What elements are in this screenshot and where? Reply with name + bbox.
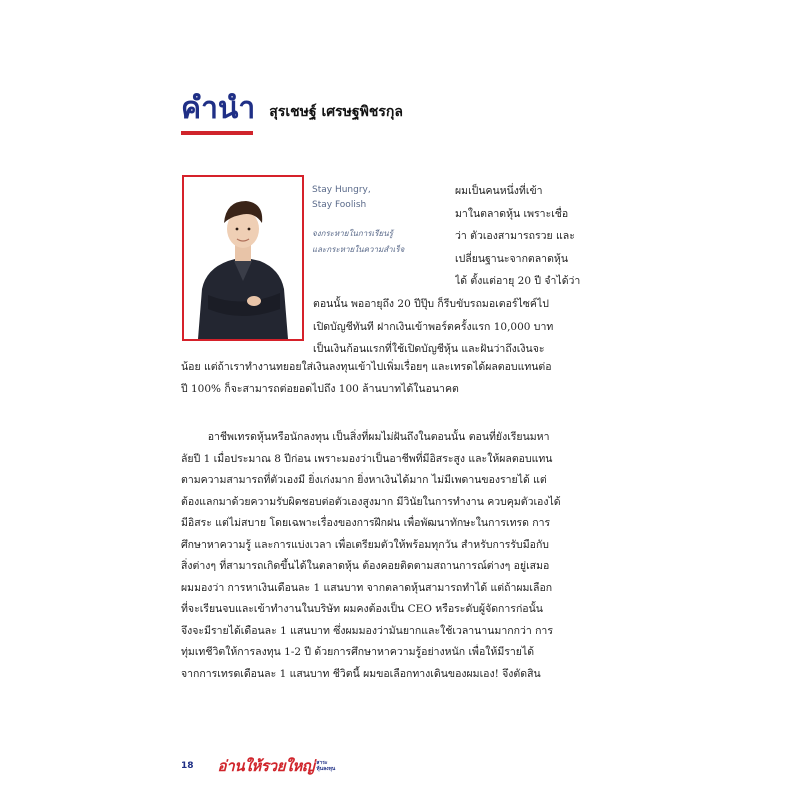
body-paragraph-2 — [181, 427, 591, 686]
text-line: น้อย แต่ถ้าเราทำงานทยอยใส่เงินลงทุนเข้าไปเพิ่มเรื่อยๆ และเทรดได้ผลตอบแทนต่อ — [181, 361, 552, 373]
text-line: สิ่งต่างๆ ที่สามารถเกิดขึ้นได้ในตลาดหุ้น ต้องคอยติดตามสถานการณ์ต่างๆ อยู่เสมอ — [181, 560, 550, 573]
person-portrait-icon — [184, 177, 302, 339]
text-line: มาในตลาดหุ้น เพราะเชื่อ — [455, 207, 569, 220]
intro-paragraph-wide-lines — [313, 293, 588, 361]
text-line: ผมมองว่า การหาเงินเดือนละ 1 แสนบาท จากตลาดหุ้นสามารถทำได้ แต่ถ้าผมเลือก — [181, 581, 553, 594]
text-line: อาชีพเทรดหุ้นหรือนักลงทุน เป็นสิ่งที่ผมไม่ฝันถึงในตอนนั้น ตอนที่ยังเรียนมหา — [181, 431, 550, 443]
text-line: ว่า ตัวเองสามารถรวย และ — [455, 230, 575, 243]
text-line: ตามความสามารถที่ตัวเองมี ยิ่งเก่งมาก ยิ่งหาเงินได้มาก ไม่มีเพดานของรายได้ แต่ — [181, 474, 547, 487]
text-line: จากการเทรดเดือนละ 1 แสนบาท ชีวิตนี้ ผมขอเลือกทางเดินของผมเอง! จึงตัดสิน — [181, 668, 541, 681]
intro-paragraph-full-lines — [181, 357, 591, 400]
author-name: สุรเชษฐ์ เศรษฐพิชรกุล — [269, 104, 403, 120]
book-logo: อ่านให้รวยใหญ่ — [217, 757, 315, 775]
text-line: ได้ ตั้งแต่อายุ 20 ปี จำได้ว่า — [455, 275, 581, 288]
photo-quote — [312, 183, 442, 258]
text-line: ที่จะเรียนจบและเข้าทำงานในบริษัท ผมคงต้องเป็น CEO หรือระดับผู้จัดการก่อนั้น — [181, 603, 543, 616]
book-logo-subtitle-line-2: หุ้นลงทุน — [316, 766, 336, 772]
author-photo — [182, 175, 304, 341]
page-header — [181, 92, 403, 126]
text-line: มีอิสระ แต่ไม่สบาย โดยเฉพาะเรื่องของการฝึกฝน เพื่อพัฒนาทักษะในการเทรด การ — [181, 517, 551, 530]
intro-paragraph-right-column — [455, 180, 590, 293]
title-underline — [181, 131, 253, 135]
text-line: เปิดบัญชีทันที ฝากเงินเข้าพอร์ตครั้งแรก 10,000 บาท — [313, 320, 554, 333]
book-logo-subtitle — [316, 760, 335, 772]
quote-thai-line-2: และกระหายในความสำเร็จ — [312, 245, 405, 254]
text-line: เปลี่ยนฐานะจากตลาดหุ้น — [455, 252, 568, 265]
page-number: 18 — [181, 761, 194, 771]
text-line: ศึกษาหาความรู้ และการแบ่งเวลา เพื่อเตรียมตัวให้พร้อมทุกวัน สำหรับการรับมือกับ — [181, 538, 549, 551]
quote-english-line-2: Stay Foolish — [312, 200, 367, 210]
text-line: ต้องแลกมาด้วยความรับผิดชอบต่อตัวเองสูงมาก มีวินัยในการทำงาน ควบคุมตัวเองได้ — [181, 495, 561, 508]
text-line: ผมเป็นคนหนึ่งที่เข้า — [455, 185, 543, 197]
text-line: จึงจะมีรายได้เดือนละ 1 แสนบาท ซึ่งผมมองว่ามันยากและใช้เวลานานมากกว่า การ — [181, 624, 553, 637]
quote-english-line-1: Stay Hungry, — [312, 185, 371, 195]
page-title: คำนำ — [181, 91, 256, 126]
text-line: ปี 100% ก็จะสามารถต่อยอดไปถึง 100 ล้านบาทได้ในอนาคต — [181, 382, 459, 395]
quote-thai-line-1: จงกระหายในการเรียนรู้ — [312, 229, 393, 238]
book-logo-subtitle-line-1: สาระ — [316, 760, 328, 766]
text-line: ตอนนั้น พออายุถึง 20 ปีปุ๊บ ก็รีบขับรถมอเตอร์ไซค์ไป — [313, 298, 549, 310]
text-line: ลัยปี 1 เมื่อประมาณ 8 ปีก่อน เพราะมองว่าเป็นอาชีพที่มีอิสระสูง และให้ผลตอบแทน — [181, 452, 553, 465]
page-footer — [181, 754, 335, 778]
text-line: ทุ่มเทชีวิตให้การลงทุน 1-2 ปี ด้วยการศึกษาหาความรู้อย่างหนัก เพื่อให้มีรายได้ — [181, 646, 535, 659]
text-line: เป็นเงินก้อนแรกที่ใช้เปิดบัญชีหุ้น และฝันว่าถึงเงินจะ — [313, 343, 545, 356]
